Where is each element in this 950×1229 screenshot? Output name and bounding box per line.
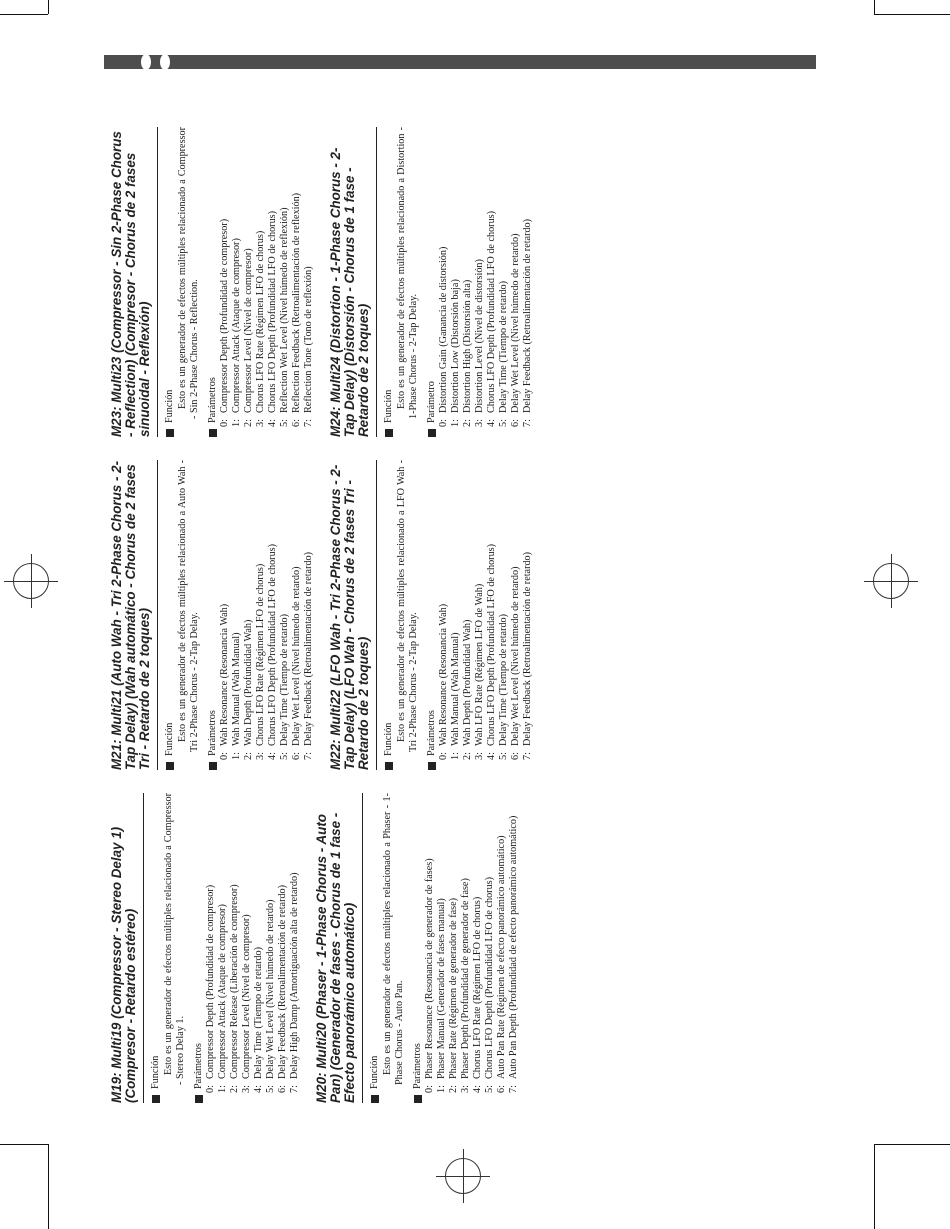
square-bullet-icon bbox=[152, 1095, 160, 1103]
parameter-item bbox=[217, 793, 229, 1103]
parameter-item bbox=[450, 460, 462, 770]
parameter-list bbox=[424, 793, 520, 1103]
parameter-text: Reflection Tone (Tono de reflexión) bbox=[303, 266, 314, 413]
column-3 bbox=[110, 127, 548, 437]
crop-mark bbox=[48, 1144, 49, 1229]
parameter-text: Chorus LFO Rate (Régimen LFO de chorus) bbox=[255, 230, 266, 413]
parameter-number: 4: bbox=[486, 752, 497, 760]
parameter-number: 2: bbox=[243, 752, 254, 760]
section-title-text: Multi21 (Auto Wah - Tri 2-Phase Chorus - 2-Tap Delay) (Wah automático - Chorus de 2 fases Tri - Retardo de 2 toques) bbox=[109, 460, 152, 770]
parameter-text: Delay Feedback (Retroalimentación de retardo) bbox=[522, 551, 533, 746]
parameter-item bbox=[277, 793, 289, 1103]
parameter-number: 3: bbox=[474, 419, 485, 427]
parameter-number: 0: bbox=[438, 752, 449, 760]
function-label: Función bbox=[383, 722, 394, 756]
parameter-text: Chorus LFO Rate (Régimen LFO de chorus) bbox=[255, 563, 266, 746]
function-heading bbox=[164, 127, 176, 437]
crop-mark bbox=[874, 0, 875, 14]
column-1 bbox=[110, 793, 534, 1103]
parameter-text: Delay Wet Level (Nivel húmedo de retardo) bbox=[265, 899, 276, 1079]
function-label: Función bbox=[150, 1055, 161, 1089]
parameter-number: 6: bbox=[277, 1085, 288, 1093]
parameter-number: 7: bbox=[522, 419, 533, 427]
parameter-number: 5: bbox=[265, 1085, 276, 1093]
parameter-item bbox=[498, 460, 510, 770]
parameter-number: 6: bbox=[510, 752, 521, 760]
section-title bbox=[329, 127, 377, 437]
parameter-item bbox=[205, 793, 217, 1103]
section-title bbox=[329, 460, 377, 770]
parameters-label: Parámetro bbox=[426, 381, 437, 423]
parameter-item bbox=[219, 460, 231, 770]
function-description: Esto es un generador de efectos múltiples relacionado a Distortion - 1-Phase Chorus - 2-Tap Delay. bbox=[396, 127, 419, 419]
parameter-text: Compressor Attack (Ataque de compresor) bbox=[217, 904, 228, 1079]
function-heading bbox=[383, 460, 395, 770]
parameter-number: 5: bbox=[279, 419, 290, 427]
parameter-number: 2: bbox=[462, 752, 473, 760]
parameter-item bbox=[498, 127, 510, 437]
parameter-item bbox=[291, 460, 303, 770]
parameter-text: Phaser Resonance (Resonancia de generador de fases) bbox=[424, 858, 435, 1079]
parameter-item bbox=[231, 460, 243, 770]
parameter-text: Distortion Level (Nivel de distorsión) bbox=[474, 259, 485, 413]
parameter-text: Distortion Gain (Ganancia de distorsión) bbox=[438, 246, 449, 413]
parameter-number: 0: bbox=[205, 1085, 216, 1093]
parameter-text: Delay Feedback (Retroalimentación de retardo) bbox=[277, 884, 288, 1079]
section-title bbox=[315, 793, 363, 1103]
parameter-item bbox=[303, 460, 315, 770]
parameter-number: 7: bbox=[303, 752, 314, 760]
parameter-text: Delay Time (Tiempo de retardo) bbox=[279, 613, 290, 746]
parameter-number: 3: bbox=[474, 752, 485, 760]
header-bar-notch bbox=[141, 54, 151, 70]
square-bullet-icon bbox=[414, 1095, 422, 1103]
parameter-list bbox=[205, 793, 301, 1103]
function-heading bbox=[150, 793, 162, 1103]
parameter-text: Phaser Depth (Profundidad de generador de fase) bbox=[460, 878, 471, 1079]
section-code: M22: bbox=[328, 739, 343, 770]
function-heading bbox=[164, 460, 176, 770]
parameter-text: Phaser Rate (Régimen de generador de fase) bbox=[448, 897, 459, 1079]
parameter-list bbox=[438, 460, 534, 770]
parameter-text: Wah LFO Rate (Régimen LFO de Wah) bbox=[474, 583, 485, 746]
parameter-number: 4: bbox=[472, 1085, 483, 1093]
parameters-heading bbox=[426, 127, 438, 437]
parameters-heading bbox=[426, 460, 438, 770]
parameter-number: 2: bbox=[243, 419, 254, 427]
registration-mark bbox=[873, 563, 909, 599]
parameter-item bbox=[267, 127, 279, 437]
parameter-text: Distortion High (Distorsión alta) bbox=[462, 279, 473, 413]
parameter-item bbox=[522, 460, 534, 770]
parameter-item bbox=[510, 127, 522, 437]
parameter-item bbox=[474, 127, 486, 437]
parameter-number: 0: bbox=[219, 419, 230, 427]
parameter-item bbox=[424, 793, 436, 1103]
parameter-text: Compressor Level (Nivel de compresor) bbox=[241, 914, 252, 1079]
section-title-text: Multi22 (LFO Wah - Tri 2-Phase Chorus - 2-Tap Delay) (LFO Wah - Chorus de 2 fases Tri - Retardo de 2 toques) bbox=[328, 464, 371, 770]
parameter-item bbox=[508, 793, 520, 1103]
registration-mark bbox=[445, 1158, 481, 1194]
parameter-number: 0: bbox=[424, 1085, 435, 1093]
function-description: Esto es un generador de efectos múltiples relacionado a LFO Wah - Tri 2-Phase Chorus - 2-Tap Delay. bbox=[396, 460, 419, 752]
parameter-item bbox=[460, 793, 472, 1103]
parameter-number: 5: bbox=[279, 752, 290, 760]
parameter-text: Delay Time (Tiempo de retardo) bbox=[498, 280, 509, 413]
function-label: Función bbox=[164, 722, 175, 756]
parameter-number: 7: bbox=[522, 752, 533, 760]
parameter-number: 6: bbox=[291, 752, 302, 760]
parameter-number: 4: bbox=[267, 419, 278, 427]
parameter-number: 4: bbox=[267, 752, 278, 760]
parameter-number: 7: bbox=[289, 1085, 300, 1093]
parameter-number: 1: bbox=[450, 419, 461, 427]
parameter-item bbox=[243, 460, 255, 770]
parameter-number: 1: bbox=[231, 752, 242, 760]
parameter-number: 5: bbox=[484, 1085, 495, 1093]
parameter-item bbox=[438, 460, 450, 770]
parameter-number: 5: bbox=[498, 419, 509, 427]
parameter-text: Wah Resonance (Resonancia Wah) bbox=[219, 603, 230, 746]
section-title-text: Multi19 (Compressor - Stereo Delay 1) (Compresor - Retardo estéreo) bbox=[109, 826, 138, 1103]
parameter-item bbox=[496, 793, 508, 1103]
parameter-text: Chorus LFO Depth (Profundidad LFO de chorus) bbox=[484, 876, 495, 1079]
parameter-list bbox=[219, 460, 315, 770]
parameter-item bbox=[219, 127, 231, 437]
parameter-item bbox=[436, 793, 448, 1103]
parameter-number: 3: bbox=[241, 1085, 252, 1093]
effect-section bbox=[110, 793, 301, 1103]
parameter-number: 2: bbox=[462, 419, 473, 427]
function-description: Esto es un generador de efectos múltiples relacionado a Phaser - 1-Phase Chorus - Auto Pan. bbox=[382, 793, 405, 1085]
parameter-text: Delay Wet Level (Nivel húmedo de retardo) bbox=[510, 566, 521, 746]
function-label: Función bbox=[164, 389, 175, 423]
crop-mark bbox=[874, 14, 950, 15]
parameter-item bbox=[255, 127, 267, 437]
square-bullet-icon bbox=[385, 762, 393, 770]
parameter-text: Reflection Feedback (Retroalimentación de reflexión) bbox=[291, 192, 302, 413]
function-description: Esto es un generador de efectos múltiples relacionado a Compressor - Stereo Delay 1. bbox=[163, 793, 186, 1085]
square-bullet-icon bbox=[385, 429, 393, 437]
parameter-text: Chorus LFO Depth (Profundidad LFO de chorus) bbox=[486, 210, 497, 413]
parameter-text: Delay Wet Level (Nivel húmedo de retardo) bbox=[510, 233, 521, 413]
section-title bbox=[110, 793, 144, 1103]
square-bullet-icon bbox=[209, 762, 217, 770]
header-bar bbox=[104, 55, 816, 69]
parameter-item bbox=[510, 460, 522, 770]
parameter-item bbox=[472, 793, 484, 1103]
parameter-text: Delay Time (Tiempo de retardo) bbox=[253, 946, 264, 1079]
parameter-number: 4: bbox=[486, 419, 497, 427]
parameter-item bbox=[279, 460, 291, 770]
square-bullet-icon bbox=[371, 1095, 379, 1103]
parameter-number: 2: bbox=[229, 1085, 240, 1093]
parameter-item bbox=[486, 460, 498, 770]
parameter-item bbox=[450, 127, 462, 437]
parameter-number: 7: bbox=[303, 419, 314, 427]
parameter-number: 1: bbox=[436, 1085, 447, 1093]
parameter-number: 6: bbox=[510, 419, 521, 427]
parameter-text: Compressor Level (Nivel de compresor) bbox=[243, 248, 254, 413]
parameter-text: Chorus LFO Rate (Régimen LFO de chorus) bbox=[472, 896, 483, 1079]
parameter-text: Delay Time (Tiempo de retardo) bbox=[498, 613, 509, 746]
parameter-text: Compressor Depth (Profundidad de compresor) bbox=[219, 218, 230, 413]
parameter-item bbox=[267, 460, 279, 770]
parameter-text: Distortion Low (Distorsión baja) bbox=[450, 279, 461, 413]
rotated-page-content bbox=[110, 103, 750, 1103]
parameter-number: 7: bbox=[508, 1085, 519, 1093]
function-label: Función bbox=[383, 389, 394, 423]
crop-mark bbox=[874, 1144, 875, 1229]
parameters-label: Parámetros bbox=[207, 377, 218, 423]
section-code: M19: bbox=[109, 1072, 124, 1103]
parameter-number: 0: bbox=[219, 752, 230, 760]
effect-section bbox=[110, 460, 315, 770]
parameter-number: 3: bbox=[255, 419, 266, 427]
crop-mark bbox=[874, 1144, 950, 1145]
parameters-heading bbox=[207, 127, 219, 437]
header-bar-notch bbox=[160, 54, 170, 70]
parameters-label: Parámetros bbox=[412, 1043, 423, 1089]
parameter-number: 1: bbox=[217, 1085, 228, 1093]
parameter-item bbox=[289, 793, 301, 1103]
parameter-list bbox=[219, 127, 315, 437]
section-title bbox=[110, 127, 158, 437]
section-title bbox=[110, 460, 158, 770]
parameters-label: Parámetros bbox=[426, 710, 437, 756]
parameter-item bbox=[241, 793, 253, 1103]
parameter-text: Wah Manual (Wah Manual) bbox=[450, 632, 461, 746]
parameter-item bbox=[303, 127, 315, 437]
parameter-text: Chorus LFO Depth (Profundidad LFO de chorus) bbox=[267, 210, 278, 413]
parameter-text: Wah Depth (Profundidad Wah) bbox=[462, 619, 473, 746]
parameter-text: Delay Feedback (Retroalimentación de retardo) bbox=[303, 551, 314, 746]
parameter-item bbox=[522, 127, 534, 437]
parameter-text: Delay Feedback (Retroalimentación de retardo) bbox=[522, 218, 533, 413]
function-description: Esto es un generador de efectos múltiples relacionado a Compressor - Sin 2-Phase Chorus - Reflection. bbox=[177, 127, 200, 419]
parameter-item bbox=[438, 127, 450, 437]
section-title-text: Multi23 (Compressor - Sin 2-Phase Chorus - Reflection) (Compresor - Chorus de 2 fases sinuoidal - Reflexión) bbox=[109, 131, 152, 437]
parameter-number: 5: bbox=[498, 752, 509, 760]
section-title-text: Multi24 (Distortion - 1-Phase Chorus - 2-Tap Delay) (Distorsión - Chorus de 1 fase - Retardo de 2 toques) bbox=[328, 147, 371, 437]
parameter-text: Delay High Damp (Amortiguación alta de retardo) bbox=[289, 872, 300, 1079]
section-code: M24: bbox=[328, 406, 343, 437]
square-bullet-icon bbox=[428, 762, 436, 770]
parameter-item bbox=[462, 127, 474, 437]
parameter-text: Chorus LFO Depth (Profundidad LFO de chorus) bbox=[267, 543, 278, 746]
section-code: M23: bbox=[109, 406, 124, 437]
parameter-text: Auto Pan Rate (Régimen de efecto panorámico automático) bbox=[496, 835, 507, 1079]
function-heading bbox=[369, 793, 381, 1103]
square-bullet-icon bbox=[428, 429, 436, 437]
section-title-text: Multi20 (Phaser - 1-Phase Chorus - Auto Pan) (Generador de fases - Chorus de 1 fase - Efecto panorámico automático) bbox=[314, 812, 357, 1103]
parameter-text: Auto Pan Depth (Profundidad de efecto panorámico automático) bbox=[508, 815, 519, 1079]
parameter-number: 3: bbox=[255, 752, 266, 760]
parameters-label: Parámetros bbox=[193, 1043, 204, 1089]
parameter-list bbox=[438, 127, 534, 437]
parameter-number: 1: bbox=[450, 752, 461, 760]
parameter-item bbox=[484, 793, 496, 1103]
square-bullet-icon bbox=[166, 762, 174, 770]
parameter-number: 3: bbox=[460, 1085, 471, 1093]
parameter-text: Wah Manual (Wah Manual) bbox=[231, 632, 242, 746]
parameter-item bbox=[279, 127, 291, 437]
parameter-text: Chorus LFO Depth (Profundidad LFO de chorus) bbox=[486, 543, 497, 746]
parameter-number: 2: bbox=[448, 1085, 459, 1093]
parameter-item bbox=[448, 793, 460, 1103]
parameter-item bbox=[231, 127, 243, 437]
parameter-item bbox=[255, 460, 267, 770]
parameter-text: Delay Wet Level (Nivel húmedo de retardo) bbox=[291, 566, 302, 746]
parameter-item bbox=[486, 127, 498, 437]
effect-section bbox=[110, 127, 315, 437]
crop-mark bbox=[48, 0, 49, 14]
function-description: Esto es un generador de efectos múltiples relacionado a Auto Wah - Tri 2-Phase Chorus - 2-Tap Delay. bbox=[177, 460, 200, 752]
square-bullet-icon bbox=[195, 1095, 203, 1103]
square-bullet-icon bbox=[209, 429, 217, 437]
parameter-text: Reflection Wet Level (Nivel húmedo de reflexión) bbox=[279, 207, 290, 413]
column-2 bbox=[110, 460, 548, 770]
parameter-number: 0: bbox=[438, 419, 449, 427]
section-code: M20: bbox=[314, 1072, 329, 1103]
effect-section bbox=[329, 460, 534, 770]
parameter-item bbox=[229, 793, 241, 1103]
parameter-number: 1: bbox=[231, 419, 242, 427]
section-code: M21: bbox=[109, 739, 124, 770]
parameter-text: Compressor Depth (Profundidad de compresor) bbox=[205, 884, 216, 1079]
parameter-text: Compressor Attack (Ataque de compresor) bbox=[231, 238, 242, 413]
function-heading bbox=[383, 127, 395, 437]
function-label: Función bbox=[369, 1055, 380, 1089]
parameter-number: 4: bbox=[253, 1085, 264, 1093]
parameter-item bbox=[474, 460, 486, 770]
parameter-item bbox=[291, 127, 303, 437]
parameter-item bbox=[265, 793, 277, 1103]
parameter-text: Wah Resonance (Resonancia Wah) bbox=[438, 603, 449, 746]
parameters-heading bbox=[193, 793, 205, 1103]
parameter-item bbox=[462, 460, 474, 770]
crop-mark bbox=[0, 1144, 48, 1145]
parameter-text: Compressor Release (Liberación de compresor) bbox=[229, 884, 240, 1079]
parameters-heading bbox=[207, 460, 219, 770]
parameter-text: Wah Depth (Profundidad Wah) bbox=[243, 619, 254, 746]
effect-section bbox=[315, 793, 520, 1103]
crop-mark bbox=[0, 14, 48, 15]
square-bullet-icon bbox=[166, 429, 174, 437]
effect-section bbox=[329, 127, 534, 437]
parameters-heading bbox=[412, 793, 424, 1103]
parameter-item bbox=[243, 127, 255, 437]
parameter-number: 6: bbox=[496, 1085, 507, 1093]
parameter-item bbox=[253, 793, 265, 1103]
parameters-label: Parámetros bbox=[207, 710, 218, 756]
registration-mark bbox=[13, 563, 49, 599]
parameter-number: 6: bbox=[291, 419, 302, 427]
parameter-text: Phaser Manual (Generador de fases manual) bbox=[436, 898, 447, 1079]
